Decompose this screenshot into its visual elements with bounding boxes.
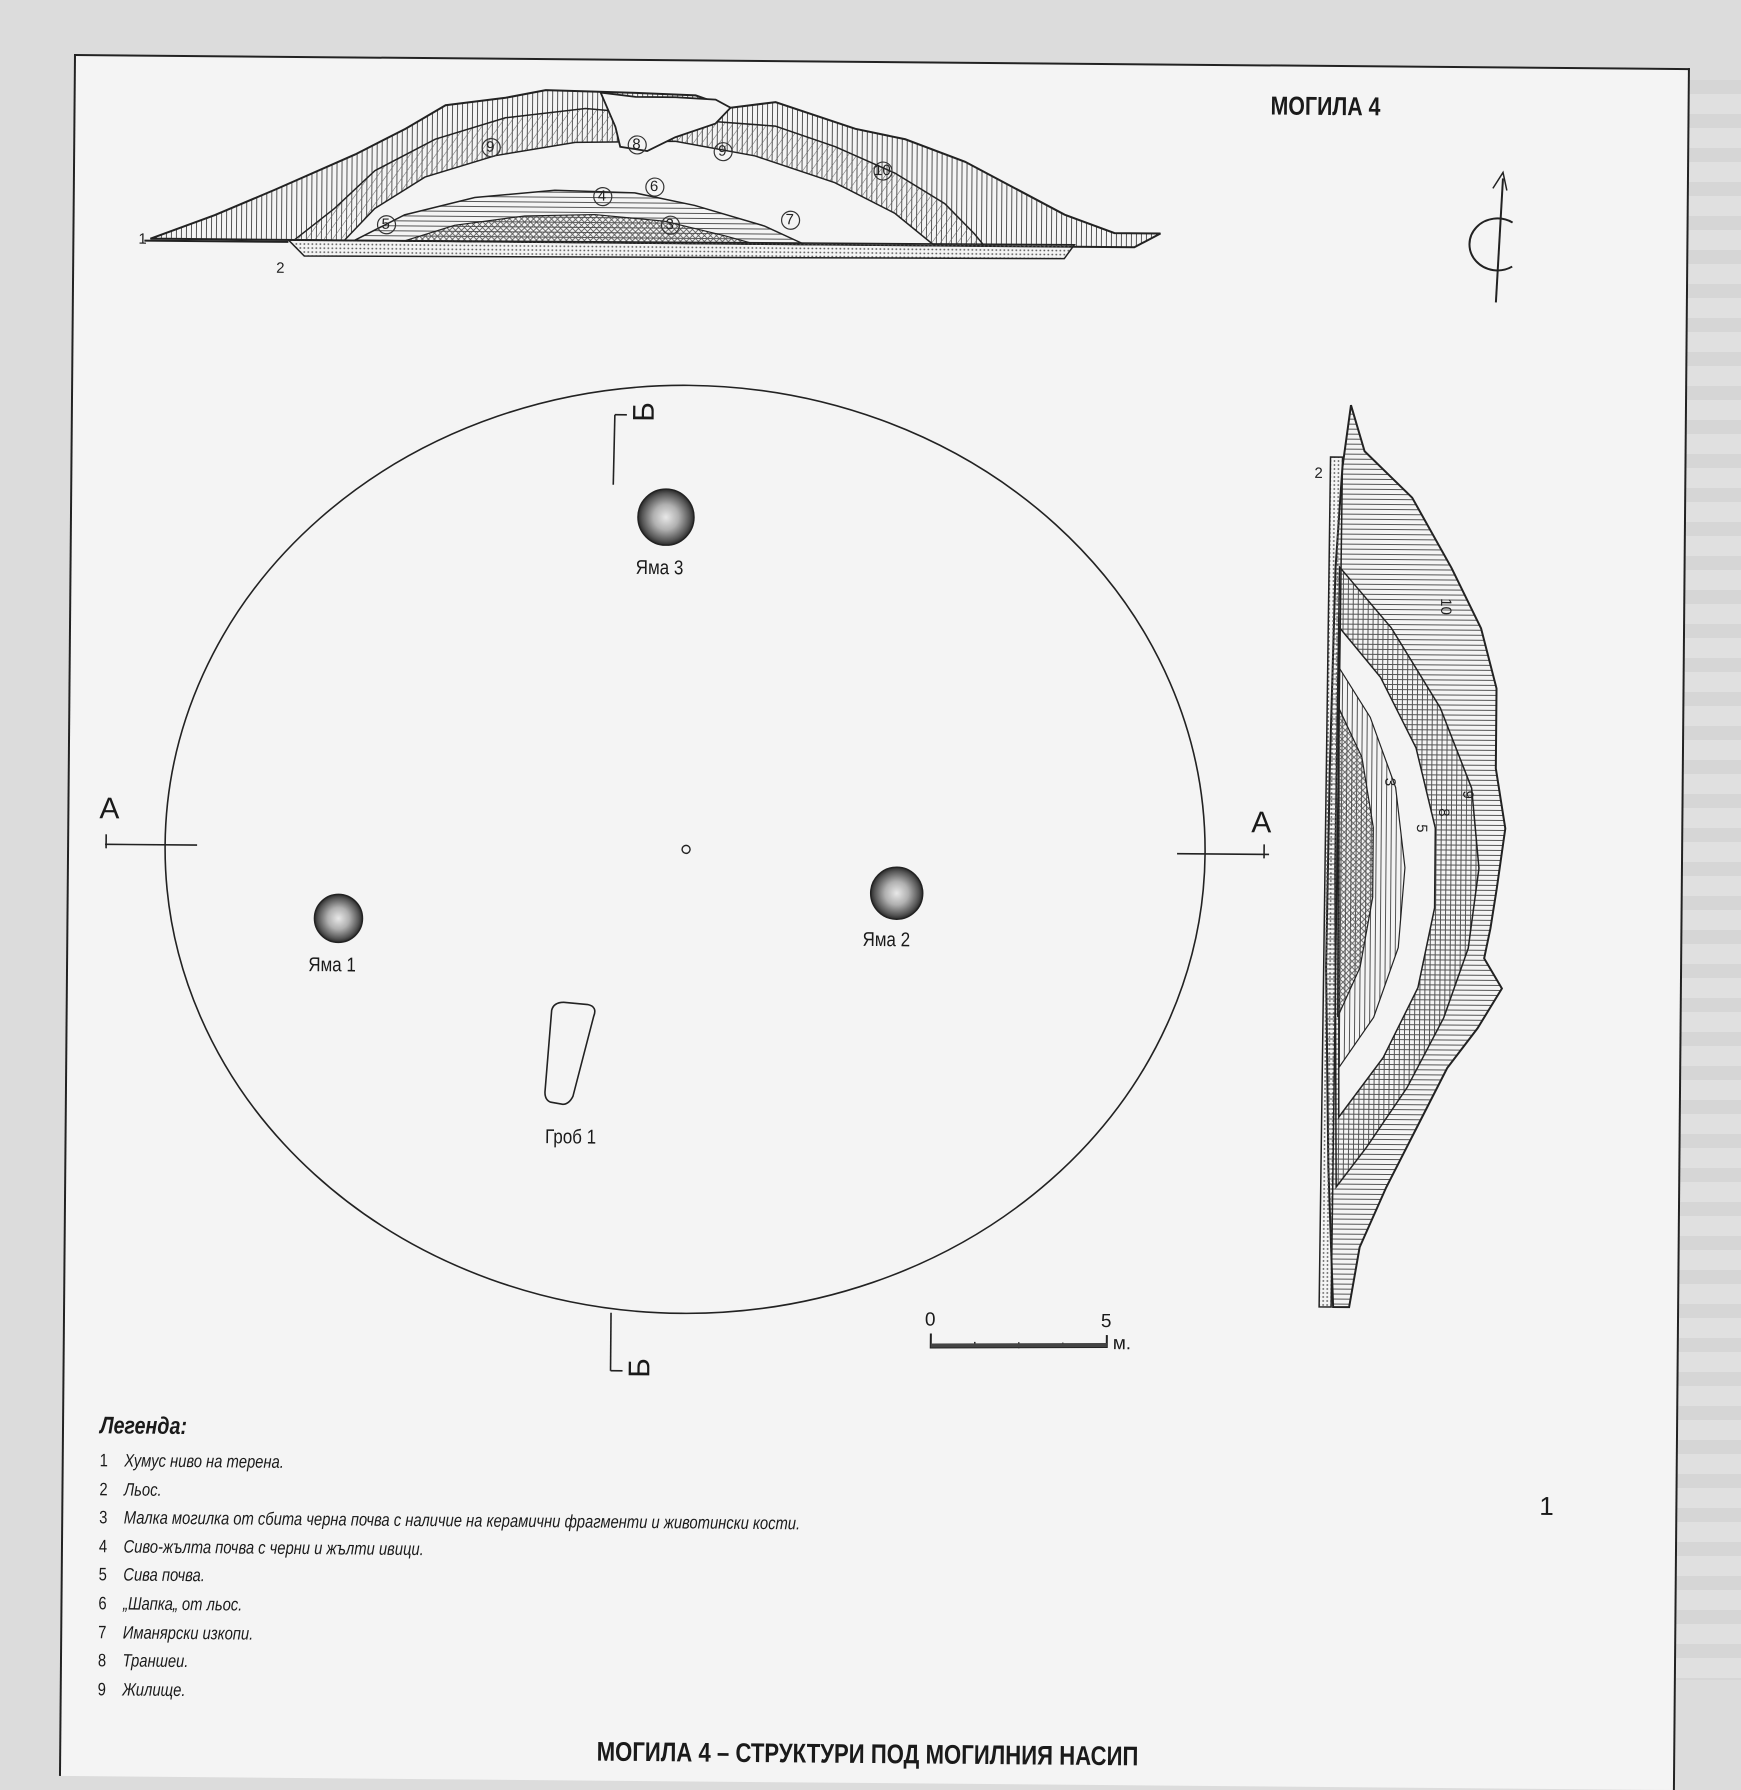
figure-caption: МОГИЛА 4 – СТРУКТУРИ ПОД МОГИЛНИЯ НАСИП [61,1732,1673,1777]
legend-item: 2 Льос. [99,1479,800,1514]
section-line-a-left [105,844,197,845]
mound-plan [101,380,1274,1376]
profile-label-8: 8 [632,136,640,153]
profile-label-9a: 9 [486,139,494,156]
scale-unit-label: м. [1113,1333,1132,1355]
figure-number: 1 [1539,1491,1554,1522]
profile-label-10: 10 [874,162,891,179]
grave-1-label: Гроб 1 [545,1126,596,1149]
side-label-loess: 2 [1314,465,1322,482]
pit-3-label: Яма 3 [636,557,684,580]
profile-label-6: 6 [650,178,658,195]
side-label-3: 3 [1381,778,1398,786]
section-letter-a-left: А [99,792,119,826]
pit-2-label: Яма 2 [862,929,910,952]
section-line-b-top [613,415,615,485]
grave-1 [545,1002,595,1104]
sheet-title: МОГИЛА 4 [1270,90,1380,122]
side-label-9: 9 [1459,790,1476,798]
profile-label-ground: 1 [138,231,146,248]
side-label-10: 10 [1437,598,1454,615]
section-profile-a-a [144,87,1161,264]
legend-list [98,1450,955,1715]
scale-end-label: 5 [1101,1311,1112,1333]
profile-ground-line [144,241,288,242]
profile-label-5: 5 [381,216,389,233]
scale-start-label: 0 [925,1309,936,1331]
legend-item: 6 „Шапка„ от льос. [98,1593,799,1628]
section-profile-b-b [1319,405,1509,1309]
pit-3 [638,489,694,545]
legend-item: 5 Сива почва. [99,1565,800,1600]
scale-bar [931,1334,1107,1350]
section-line-a-right [1177,854,1269,855]
legend-item: 3 Малка могилка от сбита черна почва с наличие на керамични фрагменти и животински кости. [99,1507,800,1542]
section-line-b-bottom [611,1313,612,1371]
legend-item: 4 Сиво-жълта почва с черни и жълти ивици. [99,1536,800,1571]
mound-center-point [682,845,690,853]
section-letter-b-top: Б [628,402,662,422]
drawing-sheet [59,54,1690,1790]
pit-2 [870,867,922,919]
section-letter-b-bottom: Б [623,1358,657,1378]
section-letter-a-right: А [1251,806,1271,840]
profile-label-9b: 9 [718,143,726,160]
north-arrow-icon [1469,172,1513,302]
profile-label-loess: 2 [276,260,284,277]
legend-item: 8 Траншеи. [98,1650,799,1685]
legend-item: 7 Иманярски изкопи. [98,1622,799,1657]
profile-label-3a: 3 [665,216,673,233]
side-label-5: 5 [1413,824,1430,832]
legend-item: 9 Жилище. [98,1679,799,1714]
side-label-8: 8 [1435,808,1452,816]
legend-title: Легенда: [100,1412,187,1441]
profile-label-4: 4 [598,188,606,205]
pit-1 [314,894,362,942]
profile-label-7: 7 [786,211,794,228]
legend-item: 1 Хумус ниво на терена. [100,1450,801,1485]
pit-1-label: Яма 1 [308,954,356,977]
